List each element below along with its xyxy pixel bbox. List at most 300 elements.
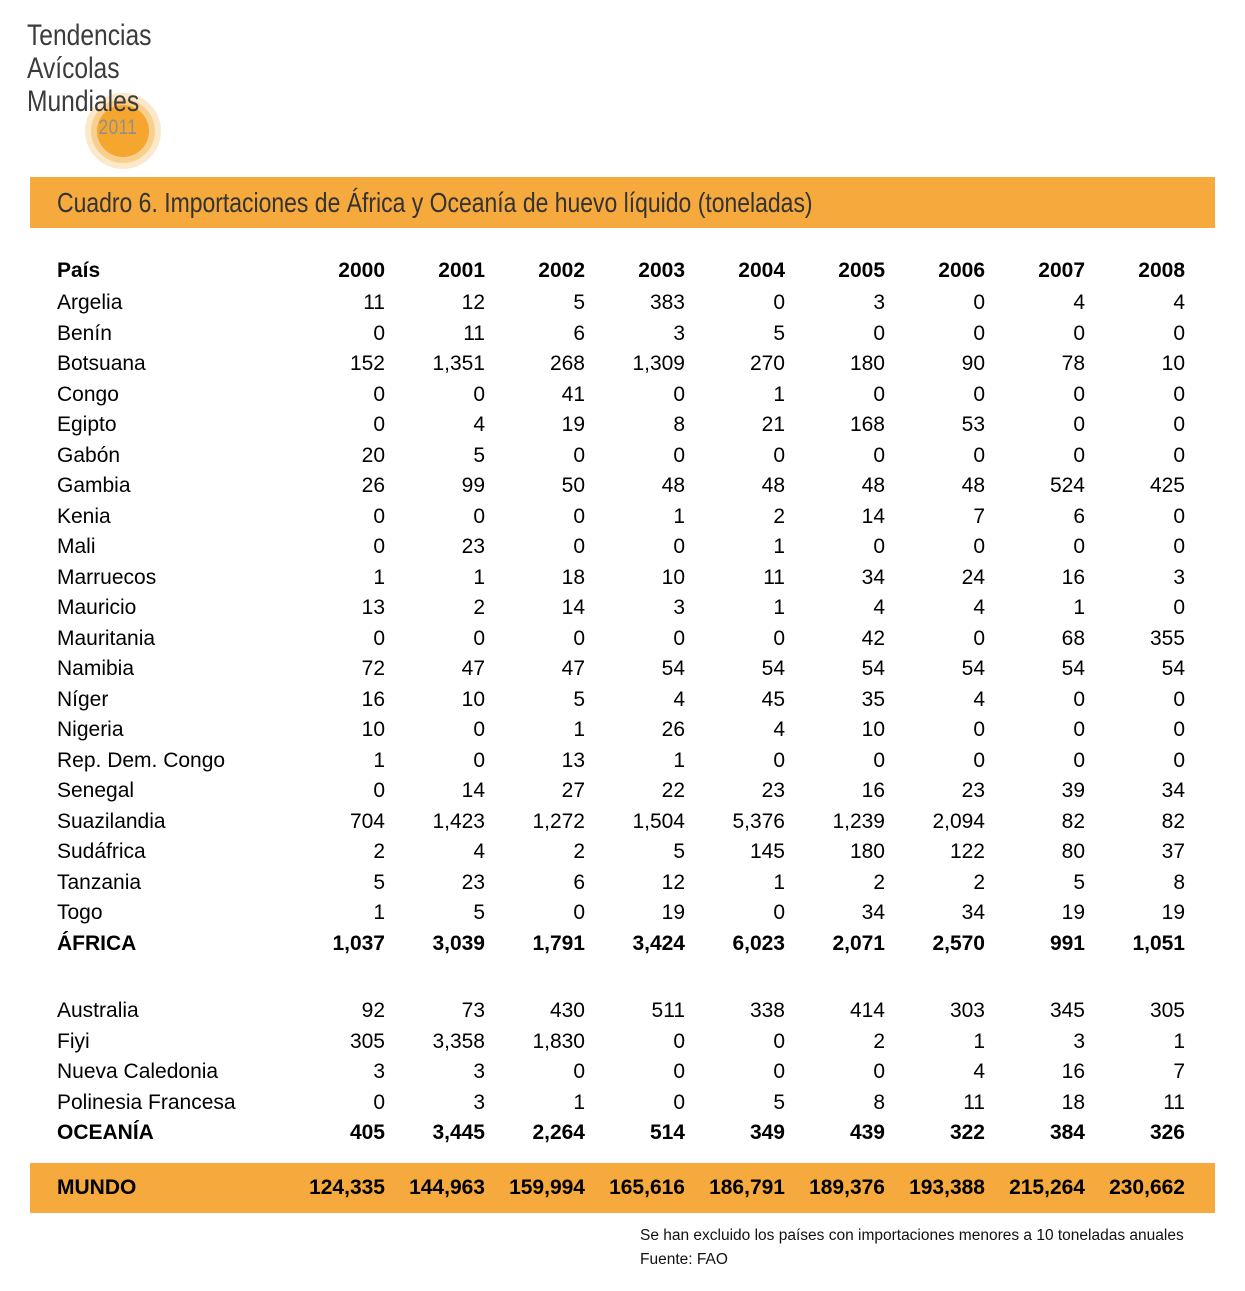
value-cell: 349 (749, 1121, 785, 1145)
table-row (57, 563, 1185, 594)
table-title: Cuadro 6. Importaciones de África y Oceanía de huevo líquido (toneladas) (57, 186, 813, 218)
value-cell: 1 (1073, 596, 1085, 620)
value-cell: 4 (1073, 291, 1085, 315)
value-cell: 6 (573, 321, 585, 345)
footnote-exclusion: Se han excluido los países con importaciones menores a 10 toneladas anuales (640, 1227, 1184, 1244)
value-cell: 383 (649, 291, 685, 315)
value-cell: 16 (1061, 565, 1085, 589)
value-cell: 2001 (438, 259, 485, 282)
value-cell: 1,351 (432, 352, 485, 376)
value-cell: 0 (373, 504, 385, 528)
value-cell: 0 (673, 535, 685, 559)
country-cell: ÁFRICA (57, 931, 137, 955)
value-cell: 23 (761, 779, 785, 803)
table-row (57, 319, 1185, 350)
value-cell: 0 (373, 382, 385, 406)
country-cell: Marruecos (57, 565, 157, 589)
table-row (57, 502, 1185, 533)
value-cell: 2002 (538, 259, 585, 282)
value-cell: 1 (773, 596, 785, 620)
value-cell: 92 (361, 999, 385, 1023)
value-cell: 13 (561, 748, 585, 772)
value-cell: 2007 (1038, 259, 1085, 282)
table-row (57, 1027, 1185, 1058)
value-cell: 0 (1173, 413, 1185, 437)
value-cell: 2 (873, 1029, 885, 1053)
value-cell: 186,791 (709, 1176, 785, 1199)
value-cell: 524 (1049, 474, 1085, 498)
value-cell: 4 (773, 718, 785, 742)
value-cell: 0 (573, 1060, 585, 1084)
value-cell: 165,616 (609, 1176, 685, 1199)
value-cell: 0 (873, 321, 885, 345)
value-cell: 1 (973, 1029, 985, 1053)
value-cell: 2 (373, 840, 385, 864)
value-cell: 3 (473, 1090, 485, 1114)
value-cell: 19 (1061, 901, 1085, 925)
value-cell: 68 (1061, 626, 1085, 650)
value-cell: 12 (461, 291, 485, 315)
table-row-world (57, 1163, 1185, 1213)
value-cell: 0 (1073, 443, 1085, 467)
table-row (57, 1088, 1185, 1119)
country-cell: OCEANÍA (57, 1121, 154, 1145)
country-cell: MUNDO (57, 1176, 137, 1199)
value-cell: 37 (1161, 840, 1185, 864)
value-cell: 99 (461, 474, 485, 498)
value-cell: 168 (849, 413, 885, 437)
value-cell: 1,830 (532, 1029, 585, 1053)
table-row (57, 410, 1185, 441)
value-cell: 1,791 (532, 931, 585, 955)
table-row (57, 532, 1185, 563)
value-cell: 0 (873, 382, 885, 406)
country-cell: Mauricio (57, 596, 137, 620)
value-cell: 1,051 (1132, 931, 1185, 955)
value-cell: 54 (761, 657, 785, 681)
value-cell: 27 (561, 779, 585, 803)
value-cell: 48 (861, 474, 885, 498)
value-cell: 11 (963, 1090, 985, 1114)
value-cell: 1,037 (332, 931, 385, 955)
value-cell: 21 (761, 413, 785, 437)
value-cell: 6,023 (732, 931, 785, 955)
logo-line-2: Avícolas (27, 52, 120, 85)
value-cell: 991 (1049, 931, 1085, 955)
value-cell: 3,039 (432, 931, 485, 955)
value-cell: 189,376 (809, 1176, 885, 1199)
country-cell: Tanzania (57, 870, 142, 894)
value-cell: 78 (1061, 352, 1085, 376)
value-cell: 2 (973, 870, 985, 894)
value-cell: 4 (873, 596, 885, 620)
value-cell: 3 (373, 1060, 385, 1084)
value-cell: 230,662 (1109, 1176, 1185, 1199)
value-cell: 0 (973, 382, 985, 406)
value-cell: 0 (973, 748, 985, 772)
logo-year: 2011 (98, 116, 138, 139)
table-row (57, 624, 1185, 655)
value-cell: 4 (473, 413, 485, 437)
value-cell: 4 (673, 687, 685, 711)
value-cell: 53 (961, 413, 985, 437)
value-cell: 180 (849, 352, 885, 376)
value-cell: 1 (473, 565, 485, 589)
value-cell: 2008 (1138, 259, 1185, 282)
value-cell: 0 (473, 626, 485, 650)
value-cell: 1 (773, 870, 785, 894)
value-cell: 2000 (338, 259, 385, 282)
value-cell: 24 (961, 565, 985, 589)
value-cell: 2 (873, 870, 885, 894)
value-cell: 430 (549, 999, 585, 1023)
value-cell: 305 (349, 1029, 385, 1053)
country-cell: País (57, 259, 101, 282)
value-cell: 48 (661, 474, 685, 498)
value-cell: 11 (1163, 1090, 1185, 1114)
value-cell: 16 (361, 687, 385, 711)
value-cell: 0 (373, 413, 385, 437)
value-cell: 355 (1149, 626, 1185, 650)
value-cell: 34 (1161, 779, 1185, 803)
value-cell: 41 (561, 382, 585, 406)
value-cell: 0 (1073, 687, 1085, 711)
value-cell: 0 (1173, 535, 1185, 559)
table-row (57, 746, 1185, 777)
value-cell: 0 (973, 718, 985, 742)
value-cell: 22 (661, 779, 685, 803)
value-cell: 5 (473, 443, 485, 467)
value-cell: 1 (373, 565, 385, 589)
value-cell: 5 (573, 291, 585, 315)
logo-line-1: Tendencias (27, 19, 152, 52)
value-cell: 19 (661, 901, 685, 925)
value-cell: 270 (749, 352, 785, 376)
value-cell: 10 (661, 565, 685, 589)
country-cell: Australia (57, 999, 139, 1023)
country-cell: Gambia (57, 474, 131, 498)
table-row-oceania-total (57, 1118, 1185, 1149)
value-cell: 0 (673, 382, 685, 406)
value-cell: 144,963 (409, 1176, 485, 1199)
value-cell: 0 (1073, 382, 1085, 406)
value-cell: 5 (573, 687, 585, 711)
table-row-africa-total (57, 929, 1185, 960)
value-cell: 414 (849, 999, 885, 1023)
value-cell: 4 (473, 840, 485, 864)
value-cell: 2,071 (832, 931, 885, 955)
country-cell: Egipto (57, 413, 117, 437)
value-cell: 3 (1173, 565, 1185, 589)
value-cell: 26 (661, 718, 685, 742)
value-cell: 1 (673, 748, 685, 772)
table-row (57, 380, 1185, 411)
value-cell: 2003 (638, 259, 685, 282)
value-cell: 0 (1173, 687, 1185, 711)
value-cell: 0 (573, 504, 585, 528)
value-cell: 1 (573, 1090, 585, 1114)
value-cell: 47 (561, 657, 585, 681)
value-cell: 4 (1173, 291, 1185, 315)
table-row (57, 837, 1185, 868)
logo-wordmark (27, 19, 151, 118)
value-cell: 5,376 (732, 809, 785, 833)
value-cell: 0 (573, 535, 585, 559)
value-cell: 0 (873, 443, 885, 467)
value-cell: 0 (373, 535, 385, 559)
value-cell: 0 (1173, 382, 1185, 406)
value-cell: 0 (1173, 718, 1185, 742)
value-cell: 1 (773, 535, 785, 559)
value-cell: 10 (461, 687, 485, 711)
value-cell: 0 (773, 748, 785, 772)
value-cell: 6 (573, 870, 585, 894)
country-cell: Gabón (57, 443, 121, 467)
country-cell: Botsuana (57, 352, 146, 376)
value-cell: 704 (349, 809, 385, 833)
table-row (57, 288, 1185, 319)
value-cell: 16 (1061, 1060, 1085, 1084)
table-row (57, 441, 1185, 472)
value-cell: 3,445 (432, 1121, 485, 1145)
table-row (57, 776, 1185, 807)
value-cell: 1 (673, 504, 685, 528)
value-cell: 26 (361, 474, 385, 498)
value-cell: 122 (949, 840, 985, 864)
value-cell: 2006 (938, 259, 985, 282)
table-row (57, 807, 1185, 838)
value-cell: 14 (861, 504, 885, 528)
value-cell: 8 (673, 413, 685, 437)
value-cell: 11 (463, 321, 485, 345)
value-cell: 18 (561, 565, 585, 589)
value-cell: 0 (873, 535, 885, 559)
logo-line-3: Mundiales (27, 85, 140, 118)
value-cell: 34 (861, 565, 885, 589)
table-row (57, 654, 1185, 685)
value-cell: 10 (361, 718, 385, 742)
country-cell: Senegal (57, 779, 135, 803)
value-cell: 2 (573, 840, 585, 864)
value-cell: 82 (1061, 809, 1085, 833)
value-cell: 0 (773, 1029, 785, 1053)
country-cell: Mauritania (57, 626, 156, 650)
country-cell: Níger (57, 687, 109, 711)
table-row (57, 1057, 1185, 1088)
value-cell: 12 (661, 870, 685, 894)
value-cell: 0 (1173, 748, 1185, 772)
value-cell: 11 (363, 291, 385, 315)
value-cell: 0 (973, 291, 985, 315)
value-cell: 1,423 (432, 809, 485, 833)
value-cell: 3 (873, 291, 885, 315)
value-cell: 23 (461, 870, 485, 894)
value-cell: 0 (1173, 596, 1185, 620)
value-cell: 0 (873, 1060, 885, 1084)
value-cell: 10 (1161, 352, 1185, 376)
value-cell: 18 (1061, 1090, 1085, 1114)
value-cell: 2004 (738, 259, 785, 282)
value-cell: 0 (773, 1060, 785, 1084)
value-cell: 4 (973, 687, 985, 711)
value-cell: 0 (473, 718, 485, 742)
value-cell: 0 (573, 626, 585, 650)
value-cell: 10 (861, 718, 885, 742)
value-cell: 3 (473, 1060, 485, 1084)
value-cell: 1,272 (532, 809, 585, 833)
value-cell: 0 (673, 626, 685, 650)
value-cell: 2,264 (532, 1121, 585, 1145)
value-cell: 80 (1061, 840, 1085, 864)
value-cell: 0 (573, 901, 585, 925)
value-cell: 5 (773, 321, 785, 345)
value-cell: 14 (461, 779, 485, 803)
value-cell: 322 (949, 1121, 985, 1145)
value-cell: 4 (973, 1060, 985, 1084)
value-cell: 1 (573, 718, 585, 742)
value-cell: 8 (1173, 870, 1185, 894)
value-cell: 19 (1161, 901, 1185, 925)
value-cell: 268 (549, 352, 585, 376)
value-cell: 54 (961, 657, 985, 681)
value-cell: 0 (473, 748, 485, 772)
table-row (57, 471, 1185, 502)
value-cell: 0 (773, 291, 785, 315)
value-cell: 2,570 (932, 931, 985, 955)
value-cell: 50 (561, 474, 585, 498)
value-cell: 0 (1173, 321, 1185, 345)
value-cell: 54 (1161, 657, 1185, 681)
value-cell: 14 (561, 596, 585, 620)
value-cell: 0 (1073, 748, 1085, 772)
value-cell: 326 (1149, 1121, 1185, 1145)
value-cell: 47 (461, 657, 485, 681)
value-cell: 5 (1073, 870, 1085, 894)
value-cell: 384 (1049, 1121, 1085, 1145)
value-cell: 0 (673, 443, 685, 467)
value-cell: 0 (1073, 321, 1085, 345)
value-cell: 39 (1061, 779, 1085, 803)
value-cell: 2,094 (932, 809, 985, 833)
value-cell: 0 (973, 535, 985, 559)
table-title-bar (30, 177, 1215, 228)
footnote-source: Fuente: FAO (640, 1251, 728, 1268)
country-cell: Nueva Caledonia (57, 1060, 219, 1084)
value-cell: 3 (673, 321, 685, 345)
value-cell: 16 (861, 779, 885, 803)
value-cell: 5 (473, 901, 485, 925)
value-cell: 0 (1173, 504, 1185, 528)
value-cell: 1 (373, 901, 385, 925)
value-cell: 54 (861, 657, 885, 681)
value-cell: 0 (373, 626, 385, 650)
value-cell: 1,309 (632, 352, 685, 376)
value-cell: 7 (1173, 1060, 1185, 1084)
value-cell: 1,239 (832, 809, 885, 833)
value-cell: 0 (473, 504, 485, 528)
value-cell: 7 (973, 504, 985, 528)
country-cell: Sudáfrica (57, 840, 146, 864)
country-cell: Rep. Dem. Congo (57, 748, 226, 772)
value-cell: 0 (1173, 443, 1185, 467)
value-cell: 54 (661, 657, 685, 681)
value-cell: 0 (673, 1060, 685, 1084)
value-cell: 8 (873, 1090, 885, 1114)
table-row (57, 996, 1185, 1027)
value-cell: 48 (761, 474, 785, 498)
country-cell: Mali (57, 535, 96, 559)
table-row (57, 685, 1185, 716)
value-cell: 145 (749, 840, 785, 864)
value-cell: 0 (1073, 413, 1085, 437)
value-cell: 5 (773, 1090, 785, 1114)
value-cell: 3,424 (632, 931, 685, 955)
value-cell: 2 (473, 596, 485, 620)
value-cell: 72 (361, 657, 385, 681)
value-cell: 35 (861, 687, 885, 711)
value-cell: 0 (373, 779, 385, 803)
value-cell: 23 (961, 779, 985, 803)
value-cell: 73 (461, 999, 485, 1023)
value-cell: 439 (849, 1121, 885, 1145)
value-cell: 0 (1073, 535, 1085, 559)
table-row (57, 868, 1185, 899)
value-cell: 338 (749, 999, 785, 1023)
value-cell: 42 (861, 626, 885, 650)
value-cell: 511 (651, 999, 685, 1023)
country-cell: Fiyi (57, 1029, 90, 1053)
value-cell: 0 (773, 443, 785, 467)
country-cell: Suazilandia (57, 809, 166, 833)
value-cell: 90 (961, 352, 985, 376)
country-cell: Benín (57, 321, 112, 345)
value-cell: 19 (561, 413, 585, 437)
table-header-row (57, 254, 1185, 288)
value-cell: 193,388 (909, 1176, 985, 1199)
table-row (57, 715, 1185, 746)
value-cell: 0 (973, 443, 985, 467)
value-cell: 0 (473, 382, 485, 406)
value-cell: 0 (673, 1090, 685, 1114)
value-cell: 152 (349, 352, 385, 376)
value-cell: 0 (673, 1029, 685, 1053)
value-cell: 6 (1073, 504, 1085, 528)
value-cell: 1 (373, 748, 385, 772)
table-row (57, 898, 1185, 929)
value-cell: 405 (349, 1121, 385, 1145)
value-cell: 305 (1149, 999, 1185, 1023)
value-cell: 34 (961, 901, 985, 925)
country-cell: Nigeria (57, 718, 124, 742)
value-cell: 0 (373, 321, 385, 345)
value-cell: 82 (1161, 809, 1185, 833)
value-cell: 514 (649, 1121, 685, 1145)
value-cell: 3,358 (432, 1029, 485, 1053)
value-cell: 1,504 (632, 809, 685, 833)
value-cell: 0 (873, 748, 885, 772)
value-cell: 215,264 (1009, 1176, 1085, 1199)
world-total-bar (30, 1163, 1215, 1213)
value-cell: 4 (973, 596, 985, 620)
value-cell: 54 (1061, 657, 1085, 681)
value-cell: 23 (461, 535, 485, 559)
value-cell: 0 (973, 626, 985, 650)
value-cell: 5 (673, 840, 685, 864)
country-cell: Kenia (57, 504, 111, 528)
value-cell: 1 (773, 382, 785, 406)
country-cell: Polinesia Francesa (57, 1090, 236, 1114)
value-cell: 0 (1073, 718, 1085, 742)
